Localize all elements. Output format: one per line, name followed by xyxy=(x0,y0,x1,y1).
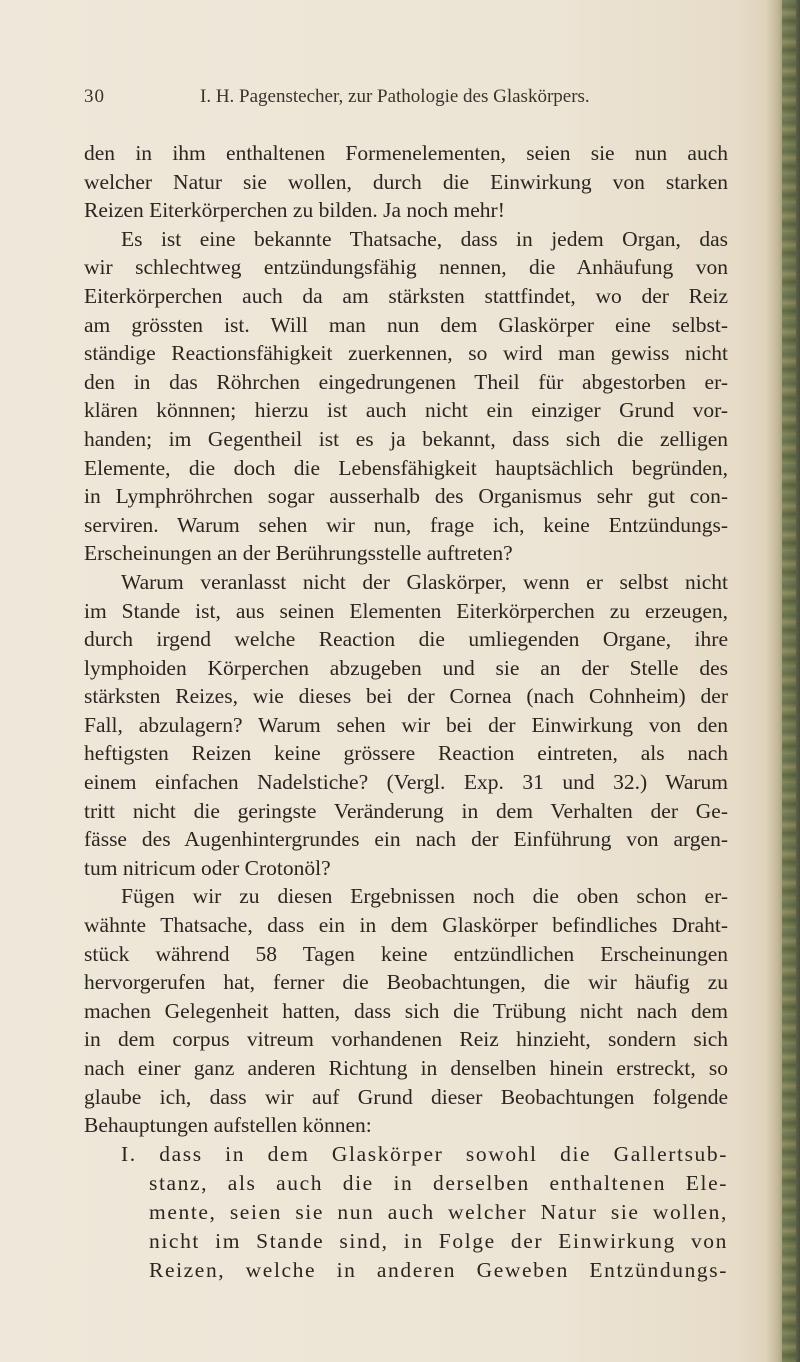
text-line: im Stande ist, aus seinen Elementen Eiterkörperchen zu erzeugen, xyxy=(84,598,728,623)
text-line: fässe des Augenhintergrundes ein nach der Einführung von argen- xyxy=(84,827,728,852)
text-line: serviren. Warum sehen wir nun, frage ich, keine Entzündungs- xyxy=(84,512,728,537)
text-line: machen Gelegenheit hatten, dass sich die Trübung nicht nach dem xyxy=(84,998,728,1023)
text-line: Eiterkörperchen auch da am stärksten stattfindet, wo der Reiz xyxy=(84,283,728,308)
text-line: Erscheinungen an der Berührungsstelle auftreten? xyxy=(84,541,513,566)
text-line: nach einer ganz anderen Richtung in denselben hinein erstreckt, so xyxy=(84,1056,728,1080)
text-line: Behauptungen aufstellen können: xyxy=(84,1113,372,1138)
list-line: stanz, als auch die in derselben enthaltenen Ele- xyxy=(149,1170,728,1195)
text-line: den in ihm enthaltenen Formenelementen, seien sie nun auch xyxy=(84,141,728,165)
text-line: tritt nicht die geringste Veränderung in dem Verhalten der Ge- xyxy=(84,798,728,823)
numbered-statement xyxy=(84,1140,728,1285)
text-line: hervorgerufen hat, ferner die Beobachtungen, die wir häufig zu xyxy=(84,970,728,995)
running-title: I. H. Pagenstecher, zur Pathologie des Glaskörpers. xyxy=(200,86,590,107)
text-line: Fügen wir zu diesen Ergebnissen noch die oben schon er- xyxy=(121,884,728,909)
text-line: heftigsten Reizen keine grössere Reaction eintreten, als nach xyxy=(84,741,728,766)
running-head xyxy=(84,86,724,112)
text-line: durch irgend welche Reaction die umliegenden Organe, ihre xyxy=(84,627,728,652)
text-line: tum nitricum oder Crotonöl? xyxy=(84,855,331,880)
text-line: handen; im Gegentheil ist es ja bekannt, dass sich die zelligen xyxy=(84,426,728,451)
list-line: mente, seien sie nun auch welcher Natur sie wollen, xyxy=(149,1199,728,1224)
text-line: klären könnnen; hierzu ist auch nicht ein einziger Grund vor- xyxy=(84,398,728,423)
text-line: Es ist eine bekannte Thatsache, dass in jedem Organ, das xyxy=(121,226,728,251)
body-text xyxy=(84,139,728,1285)
text-line: in Lymphröhrchen sogar ausserhalb des Organismus sehr gut con- xyxy=(84,484,728,509)
text-line: wir schlechtweg entzündungsfähig nennen, die Anhäufung von xyxy=(84,255,728,280)
text-line: Fall, abzulagern? Warum sehen wir bei der Einwirkung von den xyxy=(84,712,728,737)
text-line: glaube ich, dass wir auf Grund dieser Beobachtungen folgende xyxy=(84,1084,728,1109)
text-line: einem einfachen Nadelstiche? (Vergl. Exp. 31 und 32.) Warum xyxy=(84,770,728,795)
text-line: Warum veranlasst nicht der Glaskörper, wenn er selbst nicht xyxy=(121,569,728,594)
text-line: stärksten Reizes, wie dieses bei der Cornea (nach Cohnheim) der xyxy=(84,684,728,709)
text-line: am grössten ist. Will man nun dem Glaskörper eine selbst- xyxy=(84,312,728,337)
page-edge-binding xyxy=(782,0,796,1362)
text-line: welcher Natur sie wollen, durch die Einwirkung von starken xyxy=(84,169,728,194)
text-line: den in das Röhrchen eingedrungenen Theil für abgestorben er- xyxy=(84,369,728,394)
list-line: Reizen, welche in anderen Geweben Entzündungs- xyxy=(149,1257,728,1282)
text-line: Elemente, die doch die Lebensfähigkeit hauptsächlich begründen, xyxy=(84,455,728,480)
text-line: lymphoiden Körperchen abzugeben und sie an der Stelle des xyxy=(84,655,728,680)
text-line: in dem corpus vitreum vorhandenen Reiz hinzieht, sondern sich xyxy=(84,1027,728,1052)
text-line: ständige Reactionsfähigkeit zuerkennen, so wird man gewiss nicht xyxy=(84,341,728,366)
list-line: I. dass in dem Glaskörper sowohl die Gallertsub- xyxy=(121,1141,728,1166)
page-number: 30 xyxy=(84,86,105,107)
text-line: stück während 58 Tagen keine entzündlichen Erscheinungen xyxy=(84,941,728,966)
list-line: nicht im Stande sind, in Folge der Einwirkung von xyxy=(149,1228,728,1253)
text-line: wähnte Thatsache, dass ein in dem Glaskörper befindliches Draht- xyxy=(84,913,728,938)
text-line: Reizen Eiterkörperchen zu bilden. Ja noch mehr! xyxy=(84,198,505,223)
